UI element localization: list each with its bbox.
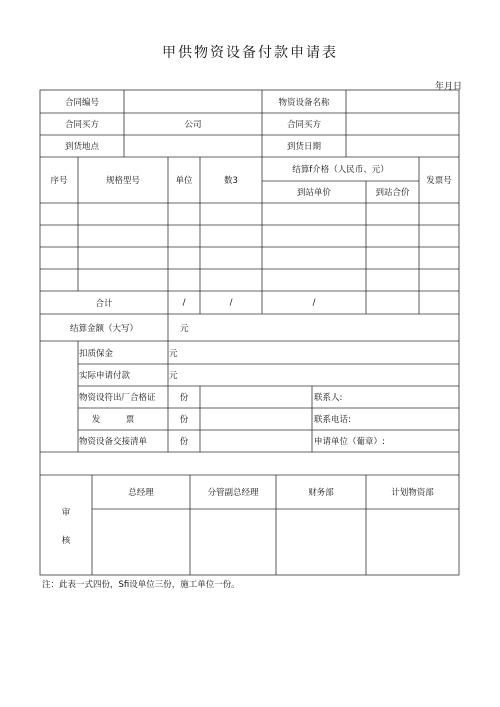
settlement-amount-unit: 元 — [180, 323, 189, 334]
certificate-unit: 份 — [179, 393, 189, 403]
retention-unit: 元 — [169, 348, 178, 359]
applicant-label: 申请单位（葡章）: — [314, 437, 385, 447]
seq-header: 序号 — [50, 176, 68, 186]
retention-label: 扣质保金 — [79, 348, 114, 359]
actual-payment-label: 实际申请付款 — [79, 371, 131, 381]
contact-label: 联系人: — [314, 393, 343, 403]
unit-price-header: 到站单价 — [296, 188, 331, 198]
price-group-header: 结算f介格（人民币、元） — [292, 165, 389, 175]
certificate-label: 物资设符出厂合格证 — [79, 393, 156, 403]
total-unit-slash: / — [182, 297, 186, 308]
total-qty-slash: / — [229, 297, 233, 308]
delivery-date-field[interactable] — [346, 135, 459, 157]
contract-number-label: 合同编号 — [64, 97, 99, 108]
seller-field[interactable] — [346, 113, 459, 135]
equipment-name-field[interactable] — [346, 90, 459, 113]
seller-label: 合同买方 — [286, 120, 321, 130]
buyer-value: 公司 — [184, 120, 202, 130]
invoice-unit: 份 — [179, 415, 189, 425]
review-label-b: 核 — [61, 536, 71, 546]
gm-header: 总经理 — [128, 488, 154, 498]
review-label-a: 审 — [61, 508, 71, 518]
equipment-name-label: 物资设备名称 — [278, 97, 330, 108]
actual-payment-unit: 元 — [169, 371, 178, 381]
handover-label: 物资设备交接清单 — [79, 437, 148, 447]
delivery-date-label: 到货日期 — [286, 142, 321, 152]
qty-header: 数3 — [224, 176, 238, 186]
date-label: 年月日 — [435, 82, 463, 92]
total-price-header: 到站合价 — [375, 188, 410, 198]
buyer-label: 合同买方 — [64, 120, 99, 130]
deputy-gm-header: 分管副总经理 — [207, 488, 259, 498]
invoice-label-a: 发 — [91, 415, 101, 425]
phone-label: 联系电话: — [314, 415, 351, 425]
finance-header: 财务部 — [308, 488, 334, 498]
unit-header: 单位 — [175, 176, 193, 186]
total-unit-price-slash: / — [312, 297, 316, 308]
handover-unit: 份 — [179, 437, 189, 447]
page-title: 甲供物资设备付款申请表 — [162, 45, 338, 61]
contract-number-field[interactable] — [124, 90, 262, 113]
planning-header: 计划物资部 — [391, 488, 434, 498]
settlement-amount-label: 结算金额（大写） — [69, 323, 138, 334]
invoice-no-header: 发票号 — [426, 176, 452, 186]
invoice-label-b: 票 — [125, 415, 135, 425]
footnote: 注：此表一式四份，Sfi设单位三份，施工单位一份。 — [42, 580, 240, 590]
delivery-place-field[interactable] — [124, 135, 262, 157]
delivery-place-label: 到货地点 — [64, 142, 99, 152]
total-label: 合计 — [95, 298, 113, 309]
spec-header: 规格型号 — [105, 176, 140, 186]
